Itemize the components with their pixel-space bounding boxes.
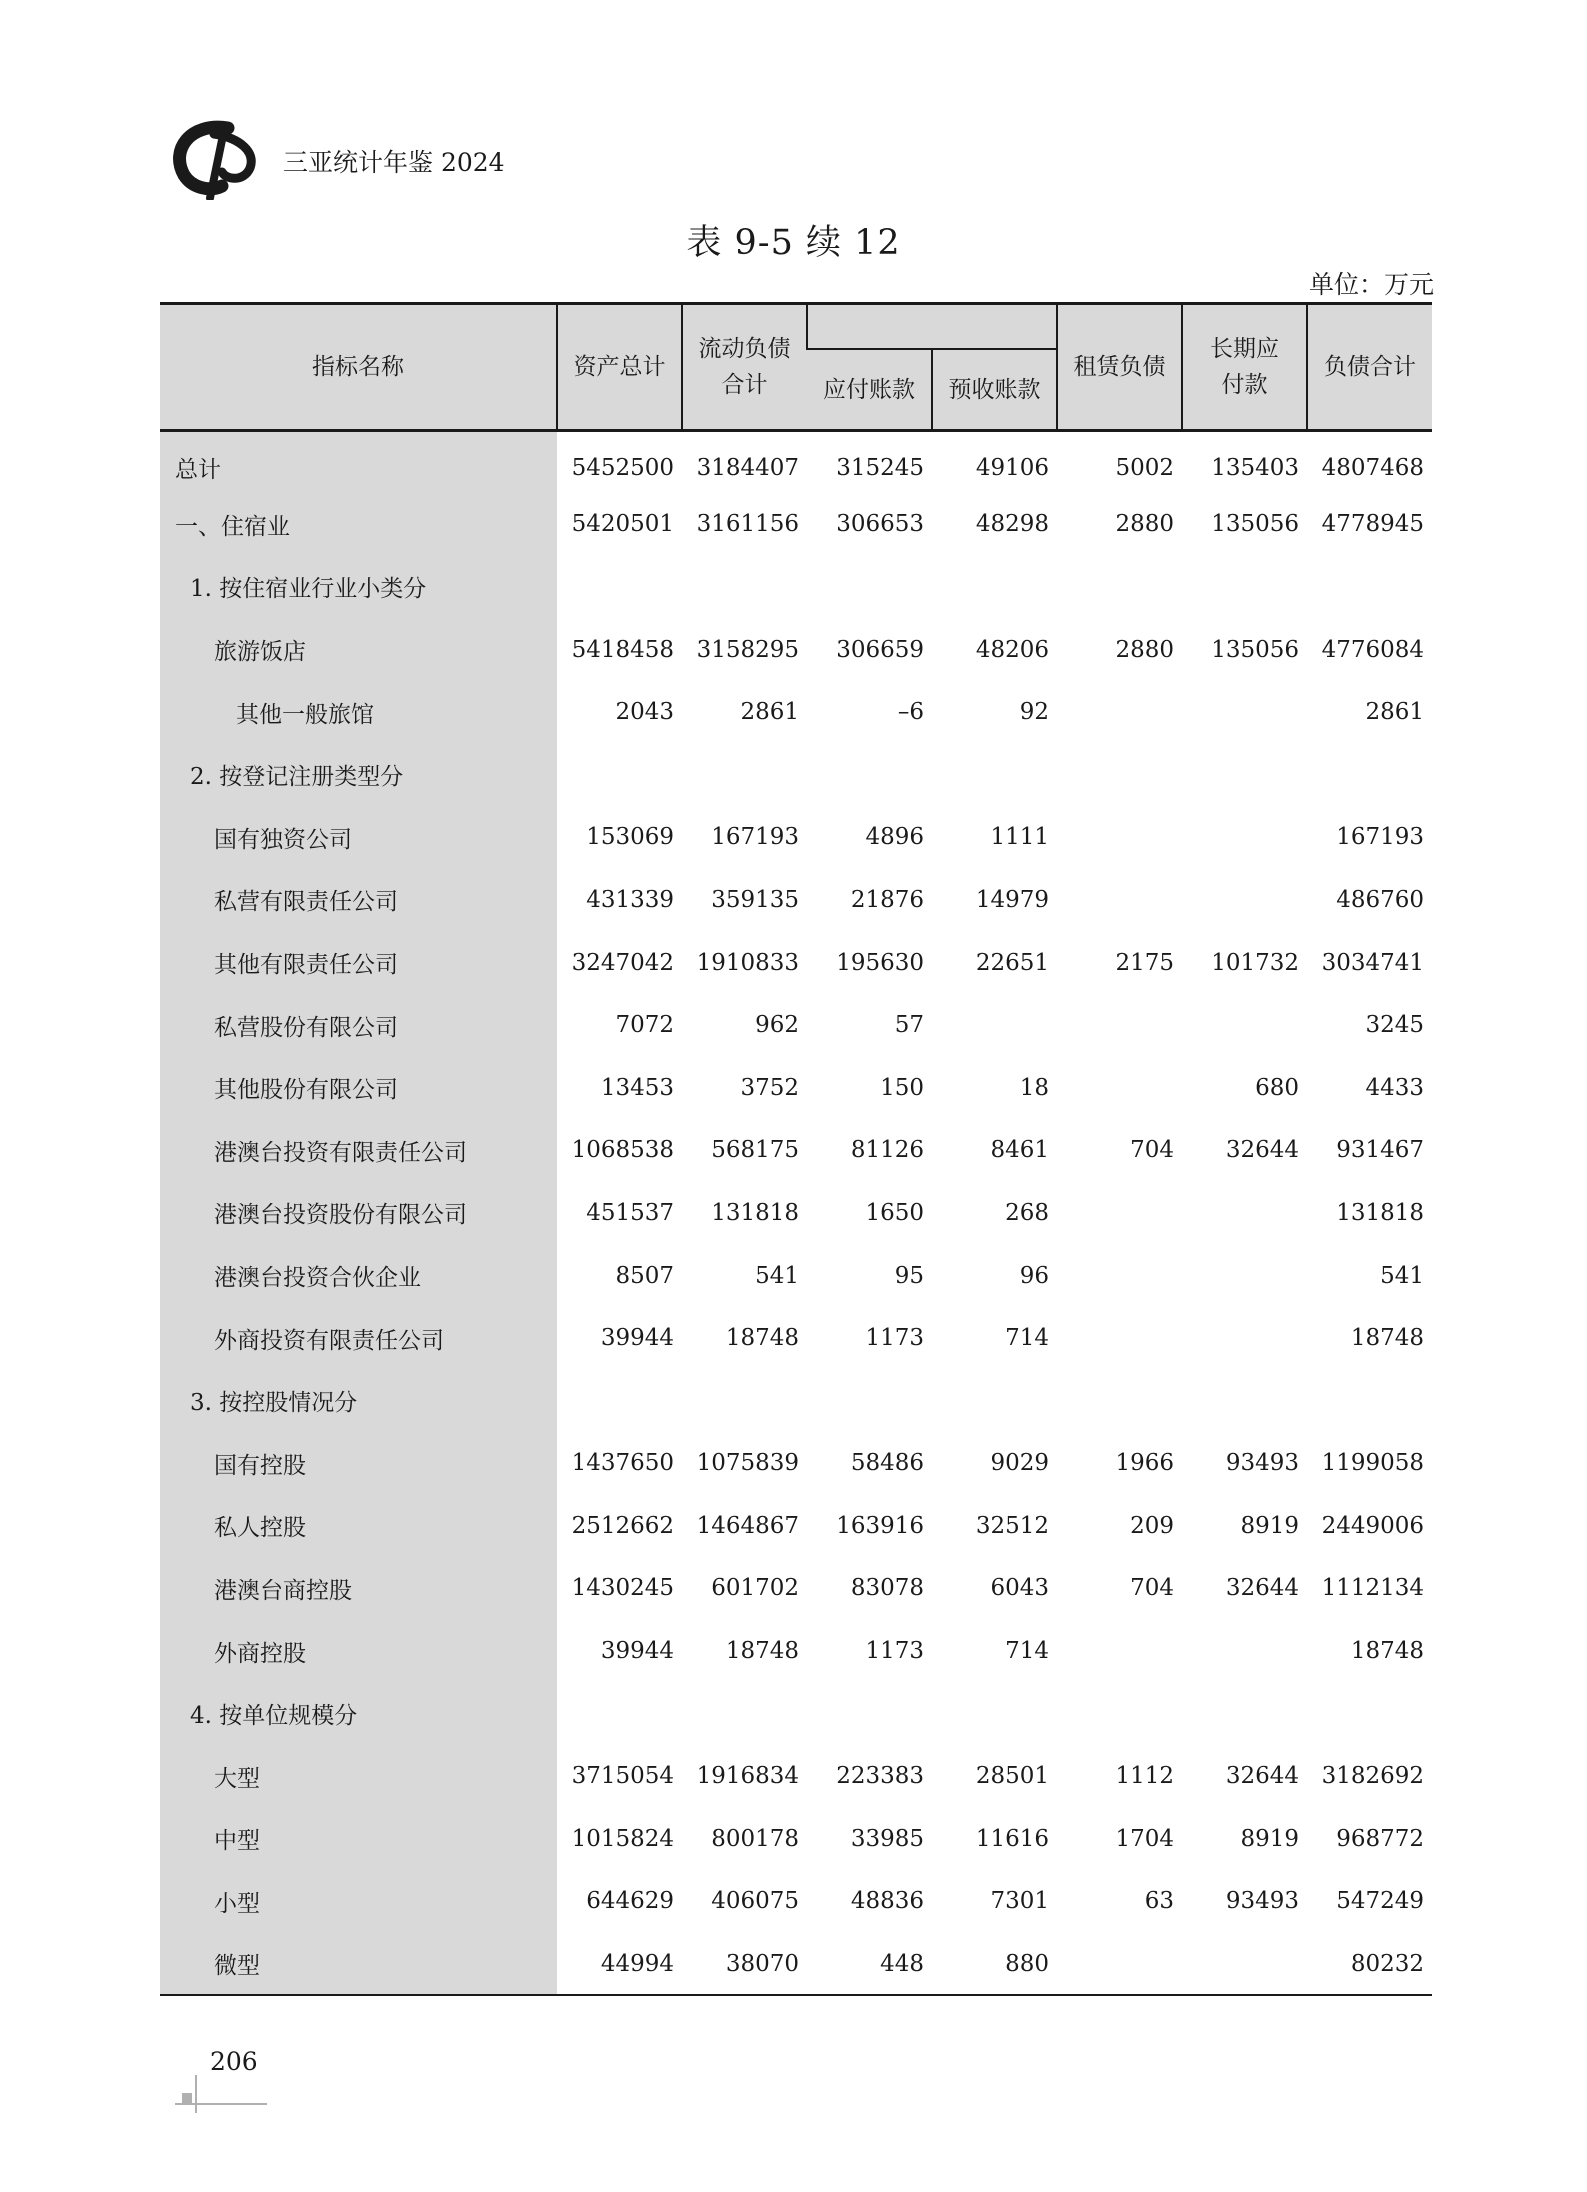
table-cell: 968772 (1336, 1825, 1424, 1852)
table-cell (1182, 743, 1307, 806)
table-cell (1182, 556, 1307, 619)
row-label: 其他一般旅馆 (160, 681, 557, 744)
table-cell: 3752 (740, 1074, 799, 1101)
table-cell: 18748 (1350, 1638, 1424, 1665)
table-cell (932, 994, 1057, 1057)
table-cell: 3184407 (696, 454, 799, 481)
header-current-liabilities: 流动负债合计 (682, 304, 807, 431)
table-cell: 3247042 (571, 949, 674, 976)
table-row (160, 431, 1432, 494)
table-cell (1307, 1369, 1432, 1432)
table-row (160, 493, 1432, 556)
table-cell (1182, 994, 1307, 1057)
statistics-table-container (160, 302, 1432, 1996)
table-cell: 2861 (1365, 699, 1424, 726)
table-cell (682, 1682, 807, 1745)
table-cell: 2043 (615, 699, 674, 726)
page-number: 206 (210, 2047, 258, 2076)
table-cell (1182, 1307, 1307, 1370)
table-cell: 18748 (725, 1325, 799, 1352)
header-accounts-payable: 应付账款 (807, 349, 932, 431)
table-cell: 1015824 (571, 1825, 674, 1852)
row-label: 国有控股 (160, 1432, 557, 1495)
table-row (160, 1495, 1432, 1558)
table-cell: 2880 (1115, 636, 1174, 663)
table-cell: 406075 (711, 1888, 799, 1915)
table-cell: 101732 (1211, 949, 1299, 976)
table-cell: 9029 (990, 1450, 1049, 1477)
row-label: 小型 (160, 1870, 557, 1933)
table-cell: 315245 (836, 454, 924, 481)
table-cell: 81126 (850, 1137, 924, 1164)
table-cell (1182, 1620, 1307, 1683)
table-cell (1182, 1369, 1307, 1432)
table-cell: 880 (1005, 1950, 1049, 1977)
table-cell (932, 743, 1057, 806)
table-cell: 18748 (1350, 1325, 1424, 1352)
table-cell: 4433 (1365, 1074, 1424, 1101)
table-cell (1182, 869, 1307, 932)
table-cell: 195630 (836, 949, 924, 976)
table-cell: 7072 (615, 1012, 674, 1039)
table-cell: 167193 (1336, 824, 1424, 851)
table-cell: 32644 (1225, 1763, 1299, 1790)
table-cell: 3161156 (696, 511, 799, 538)
table-cell: 1173 (865, 1638, 924, 1665)
table-cell: 63 (1144, 1888, 1174, 1915)
table-cell: 96 (1019, 1262, 1049, 1289)
table-row (160, 743, 1432, 806)
row-label: 港澳台投资股份有限公司 (160, 1182, 557, 1245)
table-row (160, 1682, 1432, 1745)
row-label: 私人控股 (160, 1495, 557, 1558)
table-cell: 800178 (711, 1825, 799, 1852)
table-cell: 28501 (975, 1763, 1049, 1790)
table-cell (807, 556, 932, 619)
table-cell: 601702 (711, 1575, 799, 1602)
table-cell: 1916834 (696, 1763, 799, 1790)
table-cell: 8919 (1240, 1825, 1299, 1852)
table-cell (1182, 806, 1307, 869)
table-cell: 4807468 (1321, 454, 1424, 481)
yearbook-logo-icon (170, 120, 260, 200)
table-cell: 163916 (836, 1512, 924, 1539)
table-row (160, 806, 1432, 869)
row-label: 国有独资公司 (160, 806, 557, 869)
table-cell (1057, 1182, 1182, 1245)
table-cell: 131818 (711, 1199, 799, 1226)
table-cell: 1464867 (696, 1512, 799, 1539)
row-label: 私营股份有限公司 (160, 994, 557, 1057)
table-cell: 13453 (600, 1074, 674, 1101)
table-cell: 359135 (711, 886, 799, 913)
header-indicator: 指标名称 (160, 304, 557, 431)
table-cell: 1199058 (1321, 1450, 1424, 1477)
table-row (160, 1870, 1432, 1933)
table-cell: 1112 (1115, 1763, 1174, 1790)
table-cell: 1430245 (571, 1575, 674, 1602)
table-cell (1057, 1307, 1182, 1370)
table-cell: 49106 (975, 454, 1049, 481)
table-row (160, 1620, 1432, 1683)
table-cell: 93493 (1225, 1450, 1299, 1477)
table-cell: 7301 (990, 1888, 1049, 1915)
table-cell: 11616 (975, 1825, 1049, 1852)
table-row (160, 1432, 1432, 1495)
table-cell: 209 (1130, 1512, 1174, 1539)
row-label: 一、住宿业 (160, 493, 557, 556)
table-cell: 58486 (850, 1450, 924, 1477)
table-cell (682, 556, 807, 619)
table-cell: 931467 (1336, 1137, 1424, 1164)
table-cell (1057, 556, 1182, 619)
row-label: 4. 按单位规模分 (160, 1682, 557, 1745)
table-cell: 48836 (850, 1888, 924, 1915)
row-label: 中型 (160, 1808, 557, 1871)
table-cell: 5002 (1115, 454, 1174, 481)
table-cell (1057, 1620, 1182, 1683)
header-lease-liabilities: 租赁负债 (1057, 304, 1182, 431)
header-long-term-payables: 长期应付款 (1182, 304, 1307, 431)
page-marker-square (182, 2093, 192, 2103)
table-cell: 8461 (990, 1137, 1049, 1164)
table-cell (1307, 1682, 1432, 1745)
table-cell (932, 556, 1057, 619)
table-cell: 3034741 (1321, 949, 1424, 976)
table-row (160, 1557, 1432, 1620)
table-cell: 306653 (836, 511, 924, 538)
table-cell: 3245 (1365, 1012, 1424, 1039)
table-cell: 8919 (1240, 1512, 1299, 1539)
table-cell: 38070 (725, 1950, 799, 1977)
table-cell: 2175 (1115, 949, 1174, 976)
page-marker-underline (175, 2103, 267, 2105)
table-row (160, 681, 1432, 744)
table-cell: 44994 (600, 1950, 674, 1977)
table-cell: 135056 (1211, 636, 1299, 663)
unit-label: 单位：万元 (1308, 270, 1434, 299)
table-cell: 22651 (975, 949, 1049, 976)
table-cell (807, 1682, 932, 1745)
table-cell: 33985 (850, 1825, 924, 1852)
row-label: 外商投资有限责任公司 (160, 1307, 557, 1370)
table-cell: 1910833 (696, 949, 799, 976)
table-cell: 80232 (1350, 1950, 1424, 1977)
table-cell (807, 1369, 932, 1432)
table-cell: 4776084 (1321, 636, 1424, 663)
table-cell (682, 743, 807, 806)
table-row (160, 1369, 1432, 1432)
table-cell (807, 743, 932, 806)
table-cell (1057, 1369, 1182, 1432)
table-row (160, 618, 1432, 681)
table-cell (1057, 806, 1182, 869)
table-cell: 93493 (1225, 1888, 1299, 1915)
table-cell: 486760 (1336, 886, 1424, 913)
table-cell: 153069 (586, 824, 674, 851)
table-cell: 2449006 (1321, 1512, 1424, 1539)
table-row (160, 931, 1432, 994)
table-cell (1307, 743, 1432, 806)
row-label: 微型 (160, 1933, 557, 1996)
table-cell (1057, 994, 1182, 1057)
table-cell: –6 (897, 699, 924, 726)
table-cell: 541 (755, 1262, 799, 1289)
table-cell (557, 1369, 682, 1432)
table-cell (1057, 681, 1182, 744)
table-cell: 92 (1019, 699, 1049, 726)
table-row (160, 869, 1432, 932)
row-label: 旅游饭店 (160, 618, 557, 681)
table-cell (932, 1682, 1057, 1745)
table-cell: 1112134 (1321, 1575, 1424, 1602)
table-cell: 32512 (975, 1512, 1049, 1539)
table-cell: 448 (880, 1950, 924, 1977)
table-cell (1182, 1682, 1307, 1745)
table-cell: 704 (1130, 1137, 1174, 1164)
table-cell: 1704 (1115, 1825, 1174, 1852)
table-cell (1182, 681, 1307, 744)
table-row (160, 1119, 1432, 1182)
table-cell: 57 (894, 1012, 924, 1039)
table-cell: 547249 (1336, 1888, 1424, 1915)
table-cell: 2880 (1115, 511, 1174, 538)
table-cell: 541 (1380, 1262, 1424, 1289)
table-cell (1057, 1933, 1182, 1996)
header-total-assets: 资产总计 (557, 304, 682, 431)
table-cell: 306659 (836, 636, 924, 663)
row-label: 港澳台投资合伙企业 (160, 1244, 557, 1307)
table-cell: 18 (1019, 1074, 1049, 1101)
table-cell (1057, 743, 1182, 806)
table-cell (932, 1369, 1057, 1432)
table-cell: 451537 (586, 1199, 674, 1226)
statistics-table (160, 302, 1432, 1996)
table-cell: 4778945 (1321, 511, 1424, 538)
table-row (160, 1307, 1432, 1370)
table-cell: 1075839 (696, 1450, 799, 1477)
table-cell (682, 1369, 807, 1432)
row-label: 外商控股 (160, 1620, 557, 1683)
table-cell (557, 743, 682, 806)
table-cell: 1068538 (571, 1137, 674, 1164)
table-cell: 95 (894, 1262, 924, 1289)
table-cell: 3182692 (1321, 1763, 1424, 1790)
row-label: 港澳台商控股 (160, 1557, 557, 1620)
table-cell: 135056 (1211, 511, 1299, 538)
table-cell (1307, 556, 1432, 619)
table-cell: 5420501 (571, 511, 674, 538)
table-row (160, 1933, 1432, 1996)
table-cell (1057, 1056, 1182, 1119)
row-label: 3. 按控股情况分 (160, 1369, 557, 1432)
table-cell: 39944 (600, 1638, 674, 1665)
table-cell: 223383 (836, 1763, 924, 1790)
table-cell: 21876 (850, 886, 924, 913)
table-cell: 568175 (711, 1137, 799, 1164)
table-cell: 83078 (850, 1575, 924, 1602)
table-cell: 48206 (975, 636, 1049, 663)
row-label: 1. 按住宿业行业小类分 (160, 556, 557, 619)
table-cell: 714 (1005, 1325, 1049, 1352)
table-row (160, 1745, 1432, 1808)
table-cell: 1650 (865, 1199, 924, 1226)
header-total-liabilities: 负债合计 (1307, 304, 1432, 431)
table-cell (557, 1682, 682, 1745)
table-cell: 1437650 (571, 1450, 674, 1477)
row-label: 其他股份有限公司 (160, 1056, 557, 1119)
table-row (160, 994, 1432, 1057)
table-row (160, 1244, 1432, 1307)
row-label: 总计 (160, 431, 557, 494)
row-label: 大型 (160, 1745, 557, 1808)
table-row (160, 1056, 1432, 1119)
table-cell: 4896 (865, 824, 924, 851)
table-cell: 1173 (865, 1325, 924, 1352)
table-cell: 32644 (1225, 1137, 1299, 1164)
table-cell: 48298 (975, 511, 1049, 538)
table-cell: 18748 (725, 1638, 799, 1665)
table-cell (1182, 1244, 1307, 1307)
table-cell: 1111 (990, 824, 1049, 851)
table-cell: 5418458 (571, 636, 674, 663)
table-cell: 2512662 (571, 1512, 674, 1539)
table-cell (1182, 1933, 1307, 1996)
table-cell: 32644 (1225, 1575, 1299, 1602)
table-title: 表 9-5 续 12 (686, 223, 901, 263)
page-marker-line (195, 2075, 197, 2113)
table-cell: 150 (880, 1074, 924, 1101)
table-cell (1057, 1244, 1182, 1307)
table-cell (1057, 1682, 1182, 1745)
table-cell: 3158295 (696, 636, 799, 663)
table-cell: 167193 (711, 824, 799, 851)
row-label: 其他有限责任公司 (160, 931, 557, 994)
table-cell: 2861 (740, 699, 799, 726)
table-cell: 8507 (615, 1262, 674, 1289)
table-cell: 680 (1255, 1074, 1299, 1101)
table-cell: 644629 (586, 1888, 674, 1915)
row-label: 港澳台投资有限责任公司 (160, 1119, 557, 1182)
table-row (160, 1182, 1432, 1245)
row-label: 2. 按登记注册类型分 (160, 743, 557, 806)
table-cell: 135403 (1211, 454, 1299, 481)
table-cell: 14979 (975, 886, 1049, 913)
table-cell: 1966 (1115, 1450, 1174, 1477)
header-current-liabilities-span (807, 304, 1057, 350)
table-body (160, 431, 1432, 1996)
table-cell: 431339 (586, 886, 674, 913)
table-cell: 962 (755, 1012, 799, 1039)
header-advance-receipts: 预收账款 (932, 349, 1057, 431)
table-cell: 39944 (600, 1325, 674, 1352)
table-cell (1057, 869, 1182, 932)
table-cell (1182, 1182, 1307, 1245)
row-label: 私营有限责任公司 (160, 869, 557, 932)
table-row (160, 556, 1432, 619)
table-cell: 3715054 (571, 1763, 674, 1790)
book-title: 三亚统计年鉴 2024 (283, 148, 505, 177)
table-cell: 131818 (1336, 1199, 1424, 1226)
table-cell: 6043 (990, 1575, 1049, 1602)
table-row (160, 1808, 1432, 1871)
table-cell: 714 (1005, 1638, 1049, 1665)
table-cell (557, 556, 682, 619)
table-cell: 704 (1130, 1575, 1174, 1602)
table-cell: 268 (1005, 1199, 1049, 1226)
table-cell: 5452500 (571, 454, 674, 481)
